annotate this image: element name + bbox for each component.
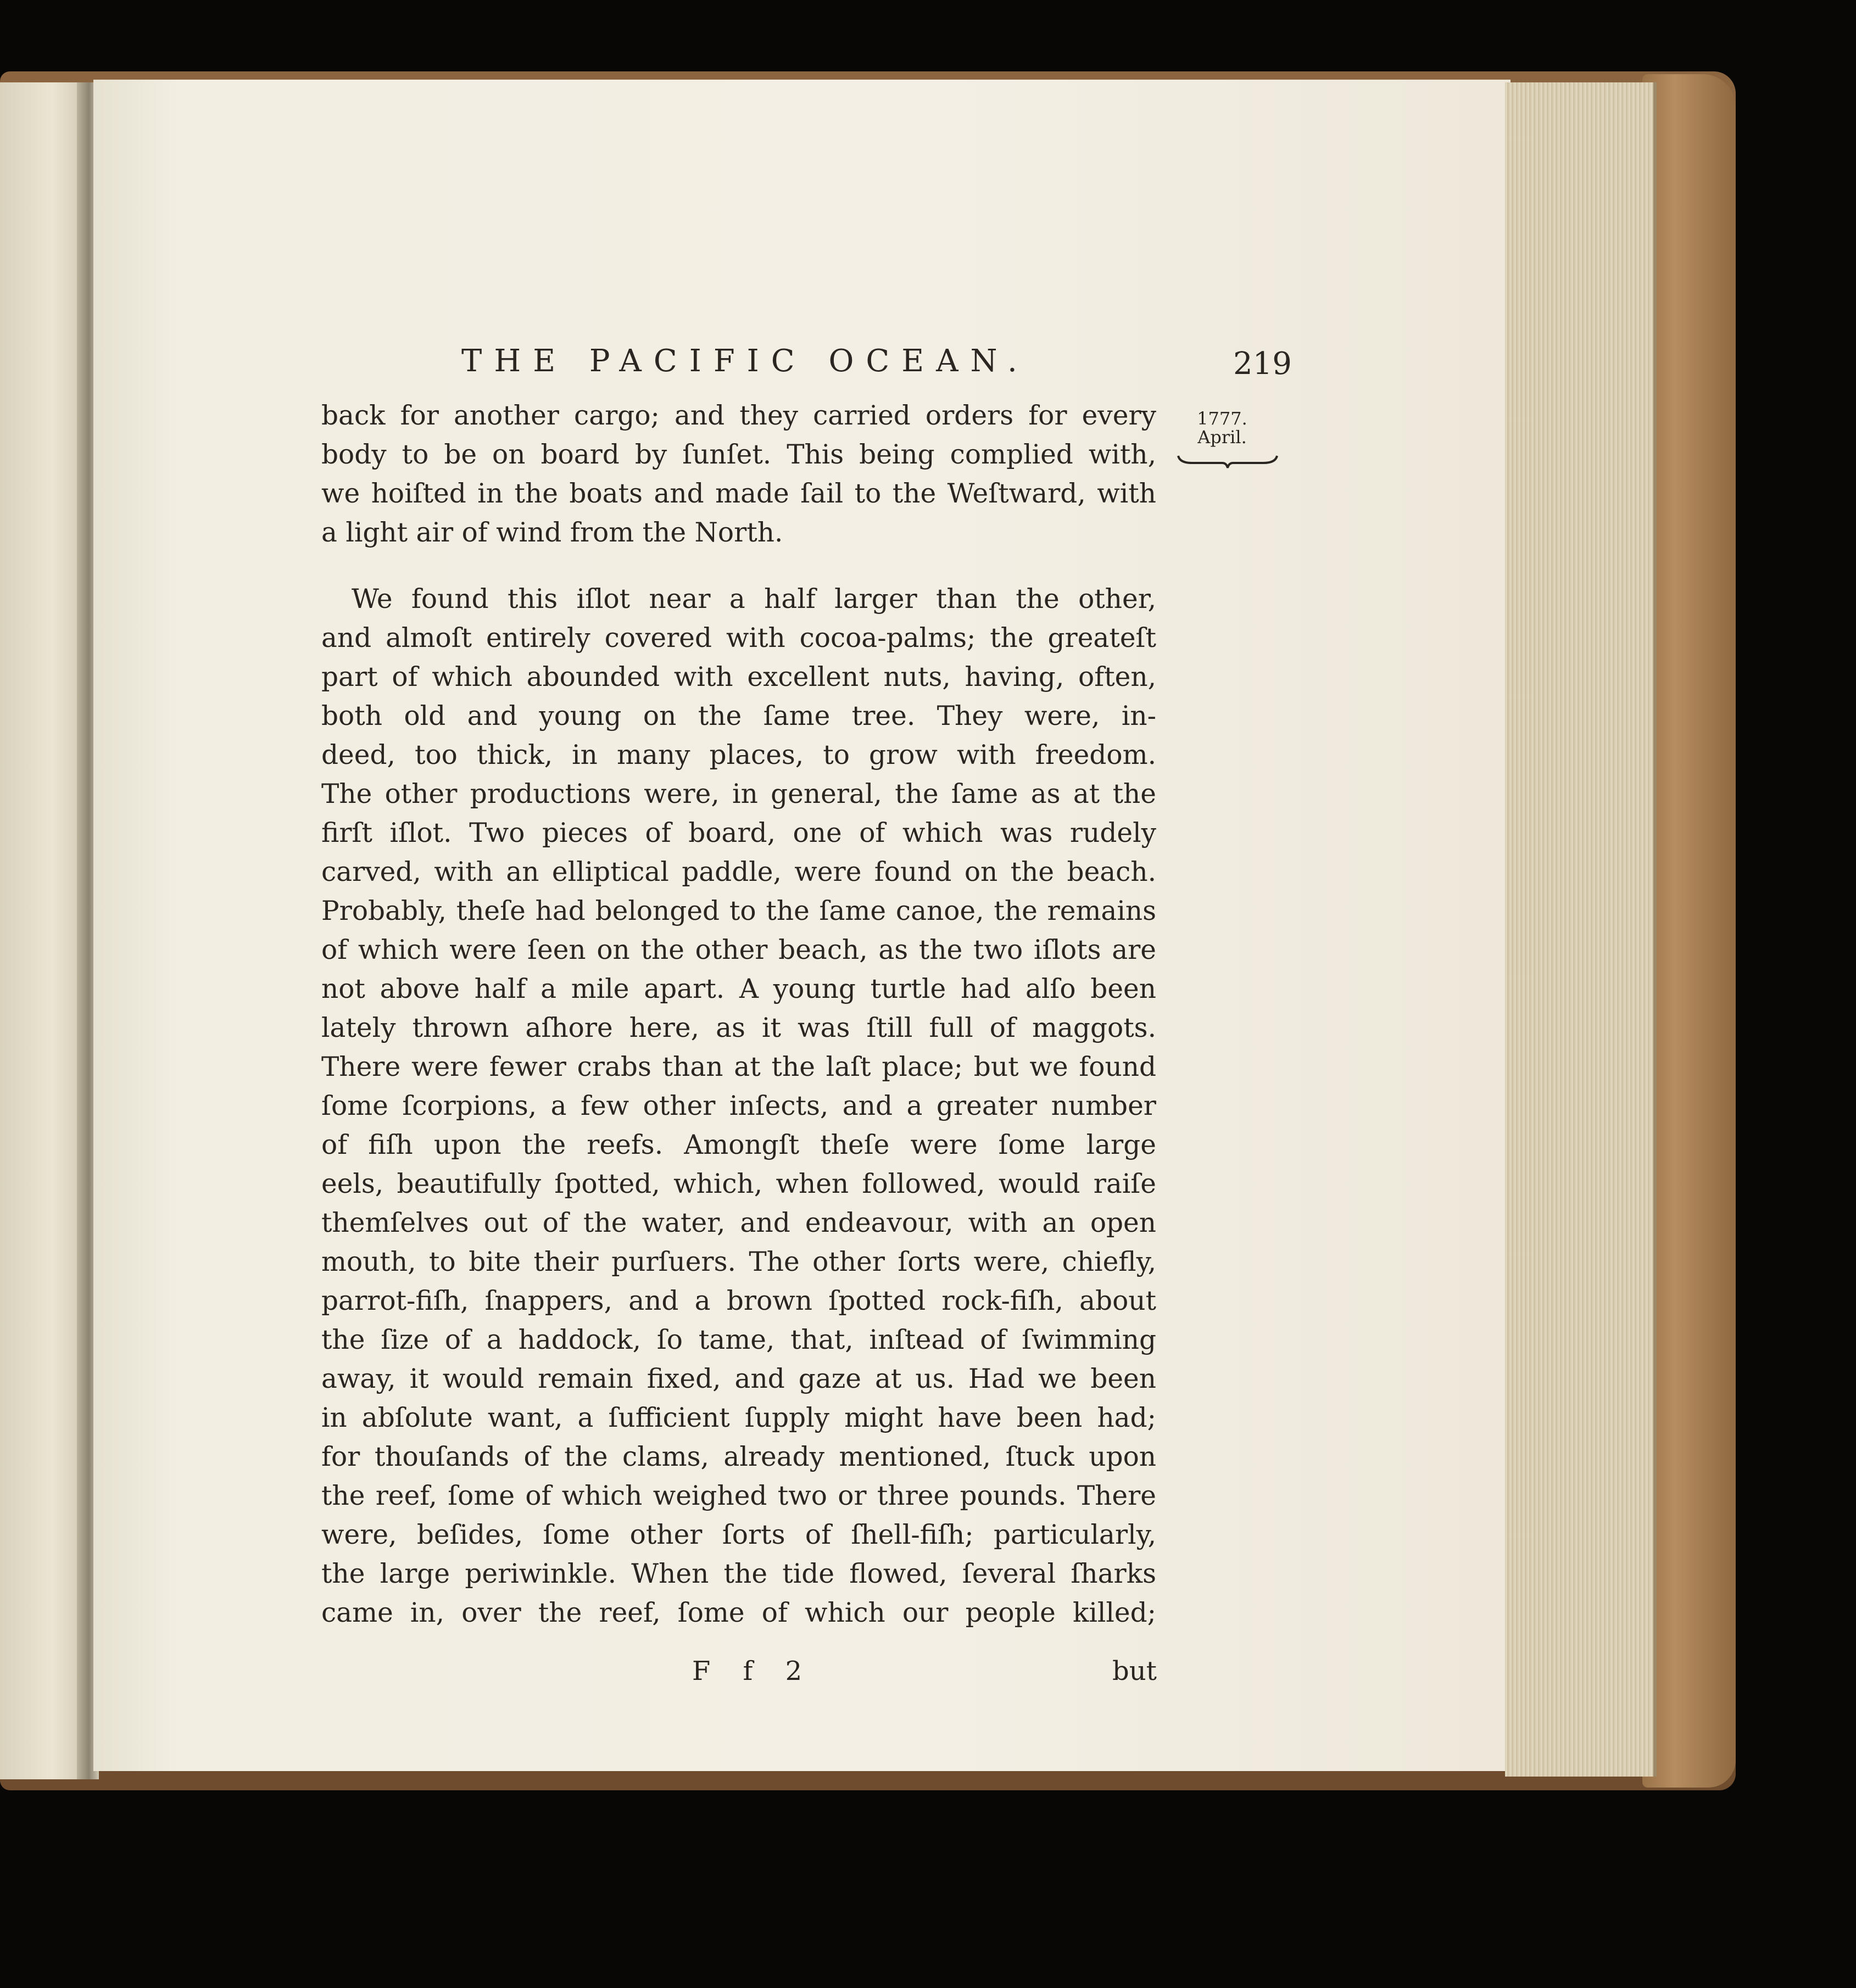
text-line: There were fewer crabs than at the laſt place; but we found [321, 1052, 1156, 1082]
text-line: in abſolute want, a ſufficient ſupply might have been had; [321, 1403, 1156, 1433]
text-line: back for another cargo; and they carried orders for every [321, 400, 1156, 431]
text-line: the ſize of a haddock, ſo tame, that, inſtead of ſwimming [321, 1325, 1156, 1355]
margin-month: April. [1197, 427, 1247, 448]
text-line: The other productions were, in general, the ſame as at the [321, 779, 1156, 809]
text-line: a light air of wind from the North. [321, 517, 783, 548]
text-line: the reef, ſome of which weighed two or three pounds. There [321, 1481, 1156, 1511]
text-line: were, beſides, ſome other ſorts of ſhell-fiſh; particularly, [321, 1520, 1156, 1550]
text-line: firſt iſlot. Two pieces of board, one of which was rudely [321, 818, 1156, 848]
text-line: part of which abounded with excellent nuts, having, often, [321, 662, 1156, 693]
signature-mark: F f 2 [692, 1656, 815, 1687]
text-line: Probably, theſe had belonged to the ſame canoe, the remains [321, 896, 1156, 926]
text-line: of fiſh upon the reefs. Amongſt theſe were ſome large [321, 1130, 1156, 1160]
text-line: we hoiſted in the boats and made ſail to the Weſtward, with [321, 478, 1156, 509]
text-line: ſome ſcorpions, a few other inſects, and a greater number [321, 1091, 1156, 1121]
text-line: both old and young on the ſame tree. They were, in- [321, 701, 1156, 731]
text-line: themſelves out of the water, and endeavour, with an open [321, 1208, 1156, 1238]
text-line: of which were ſeen on the other beach, as the two iſlots are [321, 935, 1156, 965]
text-line: We found this iſlot near a half larger than the other, [352, 584, 1156, 615]
text-line: parrot-fiſh, ſnappers, and a brown ſpotted rock-fiſh, about [321, 1286, 1156, 1316]
catchword: but [1112, 1656, 1157, 1687]
page-block-edge [1505, 82, 1657, 1777]
text-line: carved, with an elliptical paddle, were found on the beach. [321, 857, 1156, 887]
text-line: body to be on board by ſunſet. This being complied with, [321, 439, 1156, 470]
margin-year: 1777. [1197, 408, 1247, 429]
text-line: away, it would remain fixed, and gaze at us. Had we been [321, 1364, 1156, 1394]
text-line: eels, beautifully ſpotted, which, when followed, would raiſe [321, 1169, 1156, 1199]
text-line: deed, too thick, in many places, to grow with freedom. [321, 740, 1156, 770]
text-line: not above half a mile apart. A young turtle had alſo been [321, 974, 1156, 1004]
left-page-edge [0, 82, 88, 1779]
margin-brace-icon [1175, 453, 1280, 470]
page-number: 219 [1233, 346, 1292, 382]
text-line: lately thrown aſhore here, as it was ſtill full of maggots. [321, 1013, 1156, 1043]
text-line: for thouſands of the clams, already mentioned, ſtuck upon [321, 1442, 1156, 1472]
text-line: the large periwinkle. When the tide flowed, ſeveral ſharks [321, 1559, 1156, 1589]
text-line: came in, over the reef, ſome of which our people killed; [321, 1598, 1156, 1628]
running-title: THE PACIFIC OCEAN. [461, 343, 1029, 379]
text-line: and almoſt entirely covered with cocoa-palms; the greateſt [321, 623, 1156, 654]
margin-date-note [1181, 409, 1263, 446]
text-line: mouth, to bite their purſuers. The other ſorts were, chiefly, [321, 1247, 1156, 1277]
